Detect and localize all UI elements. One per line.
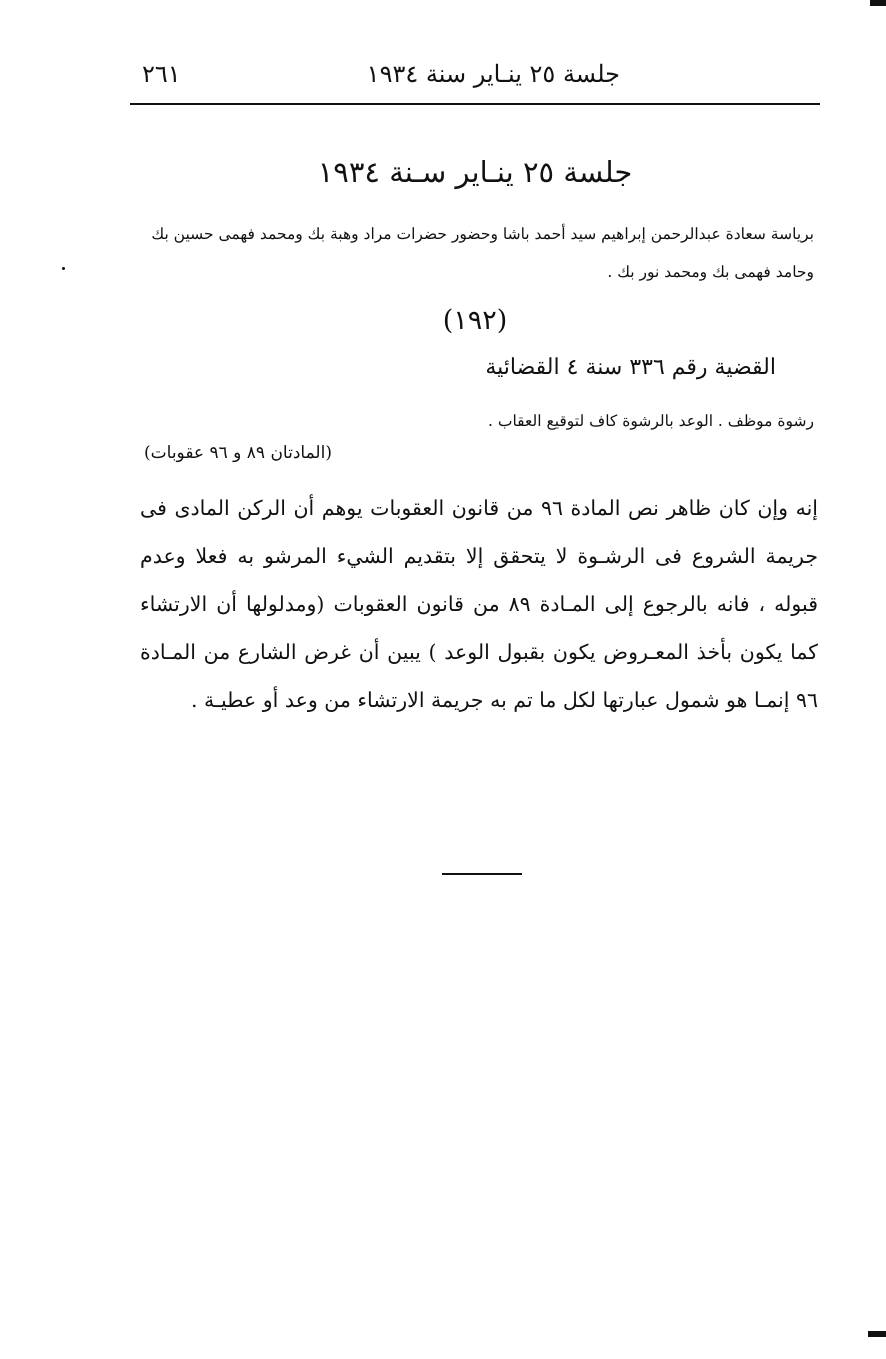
running-title: جلسة ٢٥ ينـاير سنة ١٩٣٤ <box>366 60 620 88</box>
session-title: جلسة ٢٥ ينـاير سـنة ١٩٣٤ <box>317 155 633 189</box>
header-rule <box>130 103 820 105</box>
legal-principle: إنه وإن كان ظاهر نص المادة ٩٦ من قانون العقوبات يوهم أن الركن المادى فى جريمة الشروع فى الرشـوة لا يتحقق إلا بتقديم الشيء المرشو به فعلا وعدم قبوله ، فانه بالرجوع إلى المـادة ٨٩ من قانون العقوبات (ومدلولها أن الارتشاء كما يكون بأخذ المعـروض يكون بقبول الوعد ) يبين أن غرض الشارع من المـادة ٩٦ إنمـا هو شمول عبارتها لكل ما تم به جريمة الارتشاء من وعد أو عطيـة . <box>140 496 818 712</box>
page-number: ٢٦١ <box>142 60 181 88</box>
scan-dot <box>62 267 65 270</box>
presiding-judges: برياسة سعادة عبدالرحمن إبراهيم سيد أحمد باشا وحضور حضرات مراد وهبة بك ومحمد فهمى حسين بك وحامد فهمى بك ومحمد نور بك . <box>151 225 814 281</box>
case-number: (١٩٢) <box>442 305 508 336</box>
cited-articles: (المادتان ٨٩ و ٩٦ عقوبات) <box>144 443 332 463</box>
running-header <box>130 60 820 100</box>
section-end-rule <box>442 873 522 875</box>
case-keywords: رشوة موظف . الوعد بالرشوة كاف لتوقيع العقاب . <box>488 412 814 430</box>
case-reference: القضية رقم ٣٣٦ سنة ٤ القضائية <box>485 355 776 380</box>
scan-mark-top-right <box>870 0 886 6</box>
scan-mark-bottom-right <box>868 1331 886 1337</box>
